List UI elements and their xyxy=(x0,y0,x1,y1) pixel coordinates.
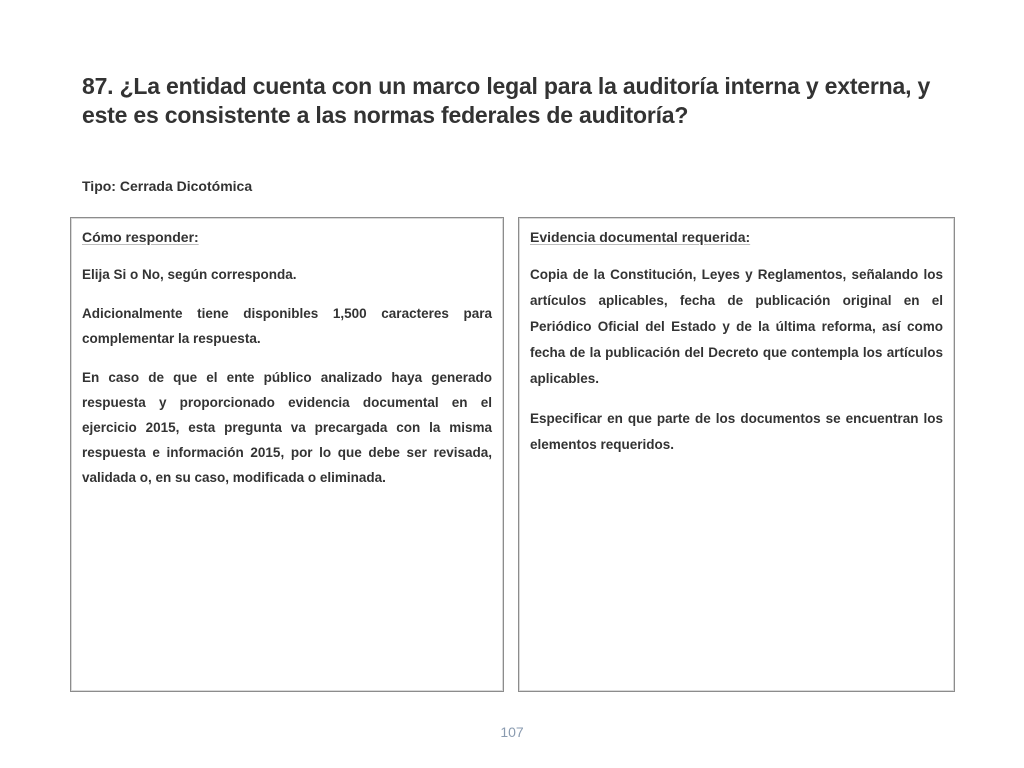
how-to-answer-heading: Cómo responder: xyxy=(82,229,199,245)
how-to-answer-paragraph: En caso de que el ente público analizado haya generado respuesta y proporcionado evidencia documental en el ejercicio 2015, esta pregunta va precargada con la misma respuesta e información 2015, por lo que debe ser revisada, validada o, en su caso, modificada o eliminada. xyxy=(82,370,492,485)
required-evidence-heading: Evidencia documental requerida: xyxy=(530,229,751,245)
slide-title: 87. ¿La entidad cuenta con un marco legal para la auditoría interna y externa, y este es consistente a las normas federales de auditoría? xyxy=(82,73,931,128)
how-to-answer-paragraph: Adicionalmente tiene disponibles 1,500 caracteres para complementar la respuesta. xyxy=(82,306,492,346)
required-evidence-paragraph: Copia de la Constitución, Leyes y Reglamentos, señalando los artículos aplicables, fecha de publicación original en el Periódico Oficial del Estado y de la última reforma, así como fecha de la publicación del Decreto que contempla los artículos aplicables. xyxy=(530,267,943,386)
required-evidence-paragraph: Especificar en que parte de los documentos se encuentran los elementos requeridos. xyxy=(530,411,943,452)
how-to-answer-panel xyxy=(70,217,504,692)
question-type-label: Tipo: Cerrada Dicotómica xyxy=(82,178,253,194)
how-to-answer-paragraph: Elija Si o No, según corresponda. xyxy=(82,267,297,282)
required-evidence-panel xyxy=(518,217,955,692)
page-number: 107 xyxy=(500,724,524,740)
